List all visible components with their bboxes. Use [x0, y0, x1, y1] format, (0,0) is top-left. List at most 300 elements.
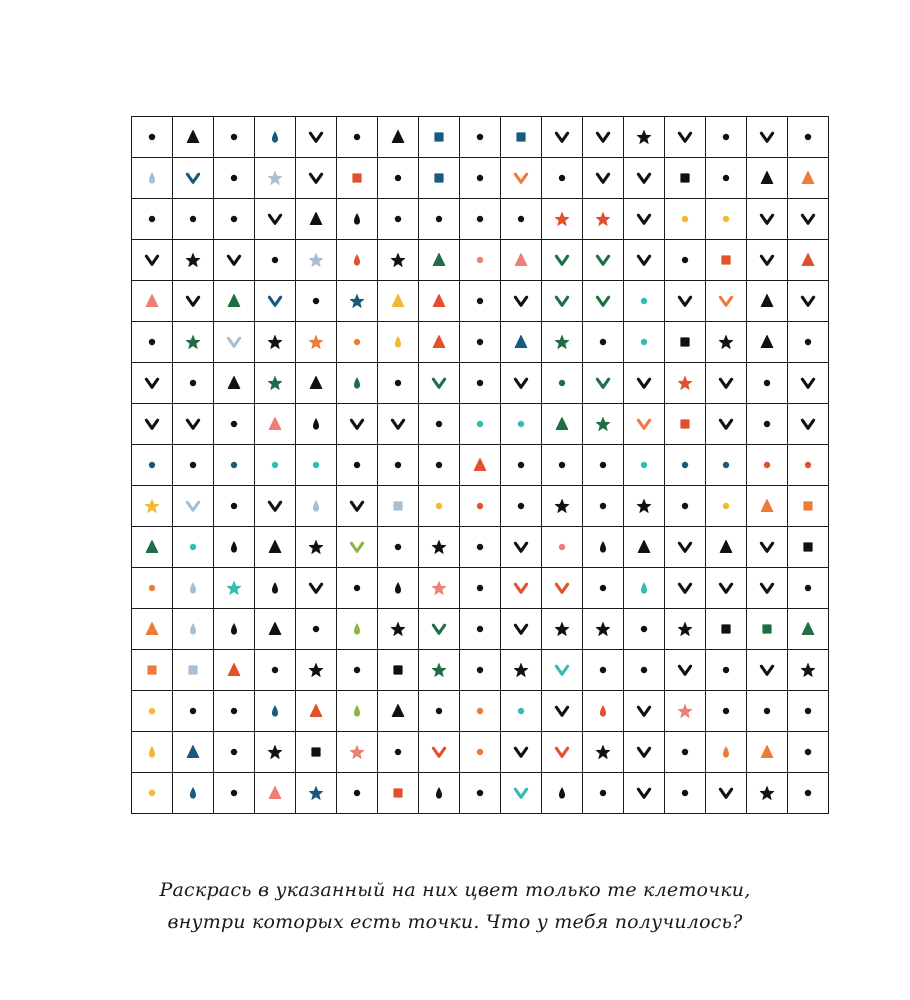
grid-cell[interactable]: [583, 732, 624, 773]
grid-cell[interactable]: [173, 199, 214, 240]
grid-cell[interactable]: [419, 773, 460, 814]
grid-cell[interactable]: [542, 404, 583, 445]
grid-cell[interactable]: [378, 732, 419, 773]
grid-cell[interactable]: [173, 486, 214, 527]
grid-cell[interactable]: [542, 650, 583, 691]
grid-cell[interactable]: [296, 486, 337, 527]
grid-cell[interactable]: [460, 486, 501, 527]
grid-cell[interactable]: [132, 322, 173, 363]
grid-cell[interactable]: [378, 363, 419, 404]
grid-cell[interactable]: [460, 691, 501, 732]
grid-cell[interactable]: [747, 240, 788, 281]
grid-cell[interactable]: [132, 240, 173, 281]
grid-cell[interactable]: [542, 322, 583, 363]
grid-cell[interactable]: [255, 363, 296, 404]
grid-cell[interactable]: [788, 609, 829, 650]
grid-cell[interactable]: [542, 363, 583, 404]
grid-cell[interactable]: [173, 158, 214, 199]
grid-cell[interactable]: [542, 486, 583, 527]
grid-cell[interactable]: [747, 281, 788, 322]
grid-cell[interactable]: [132, 773, 173, 814]
grid-cell[interactable]: [296, 240, 337, 281]
grid-cell[interactable]: [419, 158, 460, 199]
grid-cell[interactable]: [296, 363, 337, 404]
grid-cell[interactable]: [501, 404, 542, 445]
grid-cell[interactable]: [583, 404, 624, 445]
grid-cell[interactable]: [419, 568, 460, 609]
grid-cell[interactable]: [706, 322, 747, 363]
grid-cell[interactable]: [296, 281, 337, 322]
grid-cell[interactable]: [542, 158, 583, 199]
grid-cell[interactable]: [706, 363, 747, 404]
grid-cell[interactable]: [665, 527, 706, 568]
grid-cell[interactable]: [542, 732, 583, 773]
square-icon: [181, 658, 205, 682]
grid-cell[interactable]: [788, 527, 829, 568]
grid-cell[interactable]: [296, 773, 337, 814]
dot-icon: [263, 658, 287, 682]
grid-cell[interactable]: [706, 445, 747, 486]
grid-cell[interactable]: [460, 732, 501, 773]
grid-cell[interactable]: [747, 199, 788, 240]
grid-cell[interactable]: [255, 486, 296, 527]
grid-cell[interactable]: [296, 199, 337, 240]
grid-cell[interactable]: [378, 609, 419, 650]
grid-cell[interactable]: [706, 281, 747, 322]
grid-cell[interactable]: [378, 527, 419, 568]
grid-cell[interactable]: [542, 568, 583, 609]
grid-cell[interactable]: [788, 199, 829, 240]
grid-cell[interactable]: [665, 445, 706, 486]
grid-cell[interactable]: [255, 445, 296, 486]
grid-cell[interactable]: [583, 363, 624, 404]
grid-cell[interactable]: [173, 773, 214, 814]
grid-cell[interactable]: [173, 404, 214, 445]
grid-cell[interactable]: [542, 240, 583, 281]
grid-cell[interactable]: [583, 158, 624, 199]
grid-cell[interactable]: [747, 691, 788, 732]
check-icon: [755, 248, 779, 272]
grid-cell[interactable]: [460, 281, 501, 322]
grid-cell[interactable]: [747, 732, 788, 773]
grid-cell[interactable]: [747, 773, 788, 814]
triangle-icon: [140, 617, 164, 641]
grid-cell[interactable]: [214, 568, 255, 609]
grid-cell[interactable]: [460, 322, 501, 363]
grid-cell[interactable]: [337, 199, 378, 240]
dot-icon: [427, 412, 451, 436]
grid-cell[interactable]: [706, 158, 747, 199]
grid-cell[interactable]: [747, 158, 788, 199]
dot-icon: [509, 412, 533, 436]
grid-cell[interactable]: [255, 199, 296, 240]
grid-cell[interactable]: [337, 609, 378, 650]
grid-cell[interactable]: [132, 650, 173, 691]
grid-cell[interactable]: [583, 527, 624, 568]
grid-cell[interactable]: [460, 445, 501, 486]
grid-cell[interactable]: [255, 650, 296, 691]
grid-cell[interactable]: [460, 199, 501, 240]
grid-cell[interactable]: [788, 732, 829, 773]
grid-cell[interactable]: [337, 117, 378, 158]
grid-cell[interactable]: [255, 609, 296, 650]
grid-cell[interactable]: [624, 773, 665, 814]
grid-cell[interactable]: [665, 773, 706, 814]
grid-cell[interactable]: [419, 281, 460, 322]
grid-cell[interactable]: [624, 240, 665, 281]
grid-cell[interactable]: [788, 240, 829, 281]
grid-cell[interactable]: [788, 691, 829, 732]
grid-cell[interactable]: [214, 445, 255, 486]
grid-cell[interactable]: [296, 117, 337, 158]
grid-cell[interactable]: [460, 650, 501, 691]
grid-cell[interactable]: [583, 486, 624, 527]
grid-cell[interactable]: [624, 732, 665, 773]
grid-cell[interactable]: [460, 527, 501, 568]
grid-cell[interactable]: [214, 732, 255, 773]
grid-cell[interactable]: [255, 568, 296, 609]
grid-cell[interactable]: [706, 568, 747, 609]
grid-cell[interactable]: [747, 650, 788, 691]
grid-cell[interactable]: [214, 404, 255, 445]
grid-cell[interactable]: [624, 568, 665, 609]
grid-cell[interactable]: [747, 486, 788, 527]
grid-cell[interactable]: [337, 363, 378, 404]
grid-cell[interactable]: [542, 773, 583, 814]
grid-cell[interactable]: [337, 568, 378, 609]
grid-cell[interactable]: [173, 732, 214, 773]
grid-cell[interactable]: [255, 773, 296, 814]
grid-cell[interactable]: [132, 404, 173, 445]
grid-cell[interactable]: [665, 568, 706, 609]
grid-cell[interactable]: [132, 445, 173, 486]
grid-cell[interactable]: [173, 568, 214, 609]
grid-cell[interactable]: [296, 732, 337, 773]
grid-cell[interactable]: [214, 322, 255, 363]
grid-cell[interactable]: [337, 527, 378, 568]
grid-cell[interactable]: [132, 527, 173, 568]
grid-cell[interactable]: [665, 732, 706, 773]
grid-cell[interactable]: [542, 117, 583, 158]
grid-cell[interactable]: [624, 158, 665, 199]
grid-cell[interactable]: [173, 363, 214, 404]
grid-cell[interactable]: [214, 199, 255, 240]
grid-cell[interactable]: [665, 199, 706, 240]
grid-cell[interactable]: [173, 117, 214, 158]
grid-cell[interactable]: [501, 281, 542, 322]
grid-cell[interactable]: [706, 117, 747, 158]
grid-cell[interactable]: [542, 527, 583, 568]
dot-icon: [427, 494, 451, 518]
grid-cell[interactable]: [132, 158, 173, 199]
grid-cell[interactable]: [665, 486, 706, 527]
grid-cell[interactable]: [583, 322, 624, 363]
grid-cell[interactable]: [419, 404, 460, 445]
grid-cell[interactable]: [419, 240, 460, 281]
grid-cell[interactable]: [706, 773, 747, 814]
grid-cell[interactable]: [296, 158, 337, 199]
grid-cell[interactable]: [255, 527, 296, 568]
grid-cell[interactable]: [419, 445, 460, 486]
grid-cell[interactable]: [583, 568, 624, 609]
grid-cell[interactable]: [747, 322, 788, 363]
grid-cell[interactable]: [378, 568, 419, 609]
grid-cell[interactable]: [583, 117, 624, 158]
grid-cell[interactable]: [501, 486, 542, 527]
grid-cell[interactable]: [296, 650, 337, 691]
grid-cell[interactable]: [501, 240, 542, 281]
grid-cell[interactable]: [460, 404, 501, 445]
grid-cell[interactable]: [583, 445, 624, 486]
grid-cell[interactable]: [378, 650, 419, 691]
grid-cell[interactable]: [337, 691, 378, 732]
square-icon: [140, 658, 164, 682]
grid-cell[interactable]: [419, 691, 460, 732]
grid-cell[interactable]: [378, 158, 419, 199]
grid-cell[interactable]: [501, 158, 542, 199]
grid-cell[interactable]: [542, 445, 583, 486]
grid-cell[interactable]: [296, 322, 337, 363]
grid-cell[interactable]: [665, 281, 706, 322]
grid-cell[interactable]: [624, 404, 665, 445]
grid-cell[interactable]: [132, 363, 173, 404]
grid-cell[interactable]: [132, 486, 173, 527]
grid-cell[interactable]: [337, 650, 378, 691]
grid-cell[interactable]: [624, 650, 665, 691]
grid-cell[interactable]: [501, 363, 542, 404]
grid-cell[interactable]: [255, 404, 296, 445]
grid-cell[interactable]: [460, 158, 501, 199]
grid-cell[interactable]: [501, 117, 542, 158]
grid-cell[interactable]: [460, 609, 501, 650]
grid-cell[interactable]: [788, 486, 829, 527]
grid-cell[interactable]: [747, 117, 788, 158]
grid-cell[interactable]: [542, 691, 583, 732]
grid-cell[interactable]: [214, 281, 255, 322]
grid-cell[interactable]: [624, 691, 665, 732]
grid-cell[interactable]: [173, 609, 214, 650]
grid-cell[interactable]: [419, 527, 460, 568]
grid-cell[interactable]: [337, 281, 378, 322]
grid-cell[interactable]: [173, 281, 214, 322]
grid-cell[interactable]: [132, 609, 173, 650]
grid-cell[interactable]: [501, 445, 542, 486]
grid-cell[interactable]: [788, 404, 829, 445]
grid-cell[interactable]: [378, 240, 419, 281]
grid-cell[interactable]: [296, 527, 337, 568]
grid-cell[interactable]: [378, 199, 419, 240]
grid-cell[interactable]: [378, 486, 419, 527]
grid-cell[interactable]: [624, 117, 665, 158]
grid-cell[interactable]: [173, 322, 214, 363]
grid-cell[interactable]: [747, 363, 788, 404]
grid-cell[interactable]: [624, 609, 665, 650]
grid-cell[interactable]: [296, 404, 337, 445]
grid-cell[interactable]: [583, 199, 624, 240]
grid-cell[interactable]: [173, 445, 214, 486]
grid-cell[interactable]: [665, 404, 706, 445]
grid-cell[interactable]: [132, 199, 173, 240]
grid-cell[interactable]: [788, 117, 829, 158]
grid-cell[interactable]: [132, 117, 173, 158]
grid-cell[interactable]: [665, 158, 706, 199]
grid-cell[interactable]: [501, 609, 542, 650]
grid-cell[interactable]: [706, 240, 747, 281]
grid-cell[interactable]: [747, 445, 788, 486]
grid-cell[interactable]: [214, 117, 255, 158]
grid-cell[interactable]: [214, 158, 255, 199]
grid-cell[interactable]: [419, 650, 460, 691]
grid-cell[interactable]: [214, 691, 255, 732]
grid-cell[interactable]: [378, 691, 419, 732]
grid-cell[interactable]: [132, 281, 173, 322]
grid-cell[interactable]: [542, 199, 583, 240]
grid-cell[interactable]: [788, 363, 829, 404]
grid-cell[interactable]: [255, 322, 296, 363]
grid-cell[interactable]: [132, 568, 173, 609]
grid-cell[interactable]: [624, 445, 665, 486]
grid-cell[interactable]: [419, 486, 460, 527]
grid-cell[interactable]: [583, 691, 624, 732]
grid-cell[interactable]: [706, 732, 747, 773]
grid-cell[interactable]: [788, 568, 829, 609]
grid-cell[interactable]: [501, 691, 542, 732]
grid-cell[interactable]: [706, 404, 747, 445]
grid-cell[interactable]: [501, 568, 542, 609]
grid-cell[interactable]: [706, 199, 747, 240]
grid-cell[interactable]: [255, 691, 296, 732]
grid-cell[interactable]: [542, 609, 583, 650]
grid-cell[interactable]: [214, 363, 255, 404]
grid-cell[interactable]: [255, 117, 296, 158]
grid-cell[interactable]: [501, 650, 542, 691]
grid-cell[interactable]: [337, 732, 378, 773]
grid-cell[interactable]: [788, 445, 829, 486]
check-icon: [550, 658, 574, 682]
grid-cell[interactable]: [214, 773, 255, 814]
grid-cell[interactable]: [419, 117, 460, 158]
grid-cell[interactable]: [665, 691, 706, 732]
grid-cell[interactable]: [501, 322, 542, 363]
grid-cell[interactable]: [624, 281, 665, 322]
grid-cell[interactable]: [665, 609, 706, 650]
grid-cell[interactable]: [419, 363, 460, 404]
grid-cell[interactable]: [337, 486, 378, 527]
grid-cell[interactable]: [378, 404, 419, 445]
grid-cell[interactable]: [788, 158, 829, 199]
grid-cell[interactable]: [706, 650, 747, 691]
grid-cell[interactable]: [296, 445, 337, 486]
grid-cell[interactable]: [132, 691, 173, 732]
grid-cell[interactable]: [583, 240, 624, 281]
grid-cell[interactable]: [337, 773, 378, 814]
grid-cell[interactable]: [337, 445, 378, 486]
grid-cell[interactable]: [747, 568, 788, 609]
grid-cell[interactable]: [255, 281, 296, 322]
grid-cell[interactable]: [706, 691, 747, 732]
grid-cell[interactable]: [337, 322, 378, 363]
grid-cell[interactable]: [665, 240, 706, 281]
grid-cell[interactable]: [296, 609, 337, 650]
grid-cell[interactable]: [419, 732, 460, 773]
grid-cell[interactable]: [665, 117, 706, 158]
grid-cell[interactable]: [624, 527, 665, 568]
grid-cell[interactable]: [706, 527, 747, 568]
grid-cell[interactable]: [706, 609, 747, 650]
grid-cell[interactable]: [419, 609, 460, 650]
grid-cell[interactable]: [296, 568, 337, 609]
grid-cell[interactable]: [624, 199, 665, 240]
grid-cell[interactable]: [665, 363, 706, 404]
grid-cell[interactable]: [255, 240, 296, 281]
grid-cell[interactable]: [788, 773, 829, 814]
dot-icon: [386, 166, 410, 190]
grid-cell[interactable]: [214, 240, 255, 281]
grid-cell[interactable]: [501, 773, 542, 814]
grid-cell[interactable]: [747, 609, 788, 650]
grid-cell[interactable]: [255, 732, 296, 773]
grid-cell[interactable]: [173, 527, 214, 568]
grid-cell[interactable]: [214, 609, 255, 650]
grid-cell[interactable]: [460, 363, 501, 404]
grid-cell[interactable]: [296, 691, 337, 732]
grid-cell[interactable]: [501, 199, 542, 240]
grid-cell[interactable]: [624, 363, 665, 404]
grid-cell[interactable]: [378, 117, 419, 158]
grid-cell[interactable]: [419, 322, 460, 363]
grid-cell[interactable]: [255, 158, 296, 199]
dot-icon: [468, 699, 492, 723]
grid-cell[interactable]: [337, 240, 378, 281]
grid-cell[interactable]: [788, 322, 829, 363]
grid-cell[interactable]: [460, 240, 501, 281]
grid-cell[interactable]: [173, 650, 214, 691]
grid-cell[interactable]: [583, 650, 624, 691]
grid-cell[interactable]: [624, 322, 665, 363]
grid-cell[interactable]: [501, 527, 542, 568]
grid-cell[interactable]: [214, 527, 255, 568]
grid-cell[interactable]: [132, 732, 173, 773]
grid-cell[interactable]: [665, 650, 706, 691]
grid-cell[interactable]: [583, 609, 624, 650]
grid-cell[interactable]: [337, 158, 378, 199]
grid-cell[interactable]: [378, 281, 419, 322]
grid-cell[interactable]: [337, 404, 378, 445]
grid-cell[interactable]: [747, 527, 788, 568]
grid-cell[interactable]: [378, 445, 419, 486]
grid-cell[interactable]: [419, 199, 460, 240]
grid-cell[interactable]: [624, 486, 665, 527]
grid-cell[interactable]: [665, 322, 706, 363]
grid-cell[interactable]: [214, 486, 255, 527]
grid-cell[interactable]: [460, 568, 501, 609]
grid-cell[interactable]: [460, 117, 501, 158]
grid-cell[interactable]: [173, 240, 214, 281]
grid-cell[interactable]: [583, 773, 624, 814]
grid-cell[interactable]: [378, 773, 419, 814]
grid-cell[interactable]: [747, 404, 788, 445]
grid-cell[interactable]: [173, 691, 214, 732]
grid-cell[interactable]: [460, 773, 501, 814]
grid-cell[interactable]: [788, 281, 829, 322]
grid-cell[interactable]: [706, 486, 747, 527]
grid-cell[interactable]: [788, 650, 829, 691]
grid-cell[interactable]: [583, 281, 624, 322]
grid-cell[interactable]: [214, 650, 255, 691]
grid-cell[interactable]: [378, 322, 419, 363]
grid-cell[interactable]: [501, 732, 542, 773]
grid-cell[interactable]: [542, 281, 583, 322]
